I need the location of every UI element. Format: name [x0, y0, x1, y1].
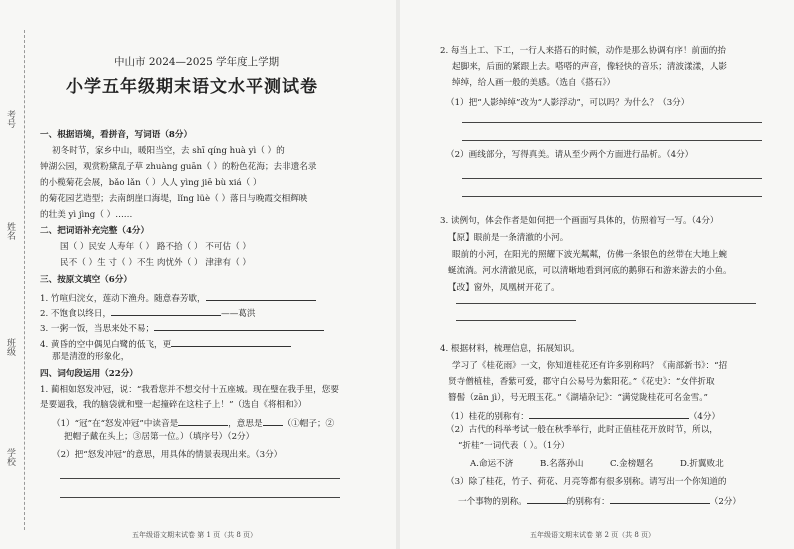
q4-line-2: 学习了《桂花雨》一文，你知道桂花还有许多别称吗？《南部新书》：“招 [452, 361, 728, 371]
page-footer: 五年级语文期末试卷 第 1 页（共 8 页） [132, 531, 258, 539]
q4-line-1: 4. 根据材料，梳理信息，拓展知识。 [440, 344, 580, 354]
q2-line-3: 绰绰，给人画一般的美感。（选自《搭石》） [452, 78, 616, 88]
q3-line-1: 3. 读例句，体会作者是如何把一个画面写具体的，仿照着写一写。（4分） [440, 216, 719, 226]
answer-blank[interactable] [610, 494, 710, 504]
s1-line-5: 的壮美 yì jìng（ ）…… [40, 210, 133, 220]
q4-line-4: 簪髻（zān jì），号无瑕玉花。”《湖墙杂记》：“满觉陇桂花可名金雪。” [448, 393, 708, 403]
answer-line[interactable] [456, 320, 576, 321]
binding-dashed-line [24, 30, 25, 530]
s1-line-3: 的小榄菊花会展，bǎo lǎn（ ）人人 yìng jiē bù xiá（ ） [40, 178, 262, 188]
q3-example-line-2: 蜒流淌。河水清澈见底，可以清晰地看到河底的鹅卵石和游来游去的小鱼。 [448, 266, 732, 276]
page-footer: 五年级语文期末试卷 第 2 页（共 8 页） [530, 531, 656, 539]
s3-q3: 3. 一粥一饭，当思来处不易； [40, 321, 324, 335]
q4-sub-2: （2）古代的科举考试一般在秋季举行，此时正值桂花开放时节，所以， [446, 425, 718, 435]
q2-line-1: 2. 每当上工、下工，一行人来搭石的时候，动作是那么协调有序！前面的抬 [440, 46, 726, 56]
s4-passage-1: 1. 蔺相如怒发冲冠，说：“我看您并不想交付十五座城。现在璧在我手里，您要 [40, 385, 339, 395]
s4-passage-2: 是要逼我，我的脑袋就和璧一起撞碎在这柱子上！”（选自《将相和》） [40, 400, 307, 410]
s4-q2: （2）把“怒发冲冠”的意思，用具体的情景表现出来。（3分） [52, 450, 283, 460]
answer-blank[interactable] [154, 321, 324, 331]
q3-rewrite-prompt: 【改】窗外，凤凰树开花了。 [448, 283, 560, 293]
binding-gutter [0, 0, 20, 549]
answer-line[interactable] [456, 303, 756, 304]
s4-q1: （1）“冠”在“怒发冲冠”中读音是 ，意思是 （①帽子；② [52, 416, 334, 430]
exam-page-2 [400, 0, 794, 549]
s1-line-1: 初冬时节，家乡中山，暖阳当空，去 shī qíng huà yì（ ）的 [52, 146, 285, 156]
q4-line-3: 贤寺僧植桂，香紫可爱，郡守白公易号为紫阳花。”《花史》：“女伴折取 [448, 377, 715, 387]
exam-page-1 [0, 0, 396, 549]
school-term: 中山市 2024—2025 学年度上学期 [114, 56, 280, 68]
gutter-label-name: 姓名 [5, 222, 15, 240]
s3-q2: 2. 不饱食以终日， ——葛洪 [40, 306, 255, 320]
q4-sub-2-cont: “折桂”一词代表（ ）。（1分） [458, 441, 570, 451]
q2-sub-1: （1）把“人影绰绰”改为“人影浮动”，可以吗？为什么？（3分） [446, 98, 690, 108]
answer-line[interactable] [60, 497, 340, 498]
page-title: 小学五年级期末语文水平测试卷 [66, 77, 318, 97]
s4-q1-cont: 把帽子戴在头上；③居第一位。）（填序号）（2分） [64, 432, 255, 442]
s3-q1: 1. 竹喧归浣女，莲动下渔舟。随意春芳歇， [40, 291, 316, 305]
s3-q4-cont: 那是清澄的形象化， [52, 352, 130, 362]
q2-sub-2: （2）画线部分，写得真美。请从至少两个方面进行品析。（4分） [446, 150, 694, 160]
gutter-label-exam-no: 考号 [5, 110, 15, 128]
option-b[interactable]: B.名落孙山 [540, 459, 584, 469]
q4-sub-3: （3）除了桂花，竹子、荷花、月亮等都有很多别称。请写出一个你知道的 [446, 477, 727, 487]
answer-line[interactable] [462, 122, 762, 123]
s2-heading: 二、把词语补充完整（4分） [40, 226, 150, 236]
answer-blank[interactable] [263, 416, 283, 426]
gutter-label-class: 班级 [5, 338, 15, 356]
answer-line[interactable] [60, 478, 340, 479]
answer-blank[interactable] [178, 416, 228, 426]
answer-line[interactable] [462, 196, 762, 197]
s1-line-2: 钟湖公园，观赏粉黛乱子草 zhuàng guān（ ）的粉色花海；去非遗名录 [40, 162, 317, 172]
q4-sub-3-cont: 一个事物的别称。 的别称有： （2分） [458, 494, 741, 508]
answer-blank[interactable] [529, 409, 689, 419]
s3-heading: 三、按原文填空（6分） [40, 275, 132, 285]
s1-line-4: 的菊花园艺造型；去南朗崖口海堤，lǐng lüè（ ）落日与晚霞交相辉映 [40, 194, 308, 204]
answer-blank[interactable] [206, 291, 316, 301]
s2-row-1: 国（ ）民安 人寿年（ ） 路不拾（ ） 不可估（ ） [60, 242, 251, 252]
s1-heading: 一、根据语境，看拼音，写词语（8分） [40, 130, 193, 140]
q3-example-orig: 【原】眼前是一条清澈的小河。 [448, 233, 569, 243]
answer-line[interactable] [462, 178, 762, 179]
s3-q4: 4. 黄昏的空中偶见白鹭的低飞，更 [40, 337, 291, 351]
answer-blank[interactable] [171, 337, 291, 347]
option-c[interactable]: C.金榜题名 [610, 459, 654, 469]
option-d[interactable]: D.折翼败北 [680, 459, 724, 469]
gutter-label-school: 学校 [5, 448, 15, 466]
q2-line-2: 起脚来，后面的紧跟上去。嗒嗒的声音，像轻快的音乐；清波漾漾，人影 [452, 62, 728, 72]
s2-row-2: 民不（ ）生 寸（ ）不生 肉忧外（ ） 津津有（ ） [60, 258, 251, 268]
q3-example-line-1: 眼前的小河，在阳光的照耀下波光粼粼，仿佛一条银色的丝带在大地上蜿 [452, 250, 728, 260]
answer-blank[interactable] [111, 306, 221, 316]
option-a[interactable]: A.命运不济 [470, 459, 514, 469]
answer-line[interactable] [462, 140, 762, 141]
s4-heading: 四、词句段运用（22分） [40, 369, 138, 379]
q4-sub-1: （1）桂花的别称有： （4分） [446, 409, 720, 423]
answer-blank[interactable] [527, 494, 567, 504]
